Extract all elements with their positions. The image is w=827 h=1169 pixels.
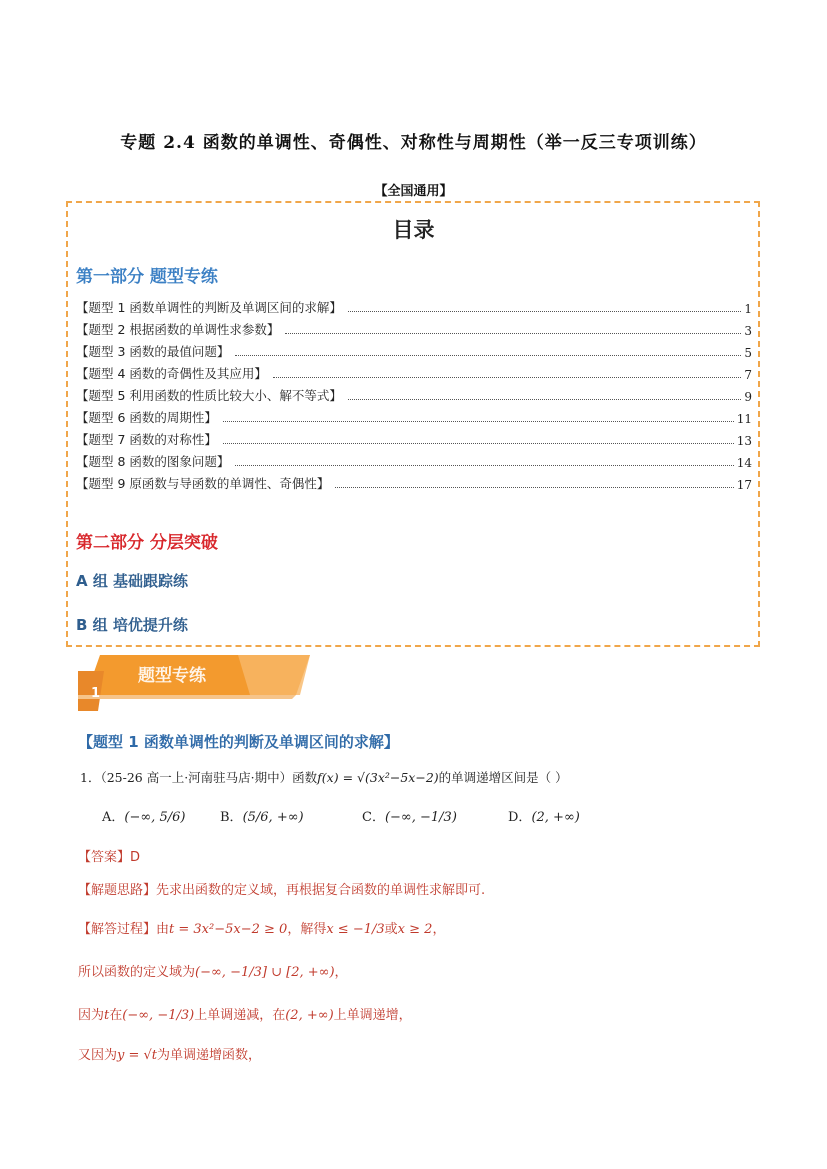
toc-leader bbox=[348, 310, 741, 312]
text-run: 在 bbox=[109, 1008, 123, 1023]
section-heading: 【题型 1 函数单调性的判断及单调区间的求解】 bbox=[78, 733, 399, 751]
toc-item-5[interactable] bbox=[76, 382, 752, 404]
toc-item-page: 14 bbox=[736, 456, 752, 470]
toc-item-page: 5 bbox=[744, 346, 752, 360]
text-run: ，解得 bbox=[287, 922, 327, 937]
toc-item-page: 7 bbox=[744, 368, 752, 382]
option-text: (5/6, +∞) bbox=[242, 810, 304, 825]
answer-line bbox=[78, 846, 140, 865]
toc-heading: 目录 bbox=[392, 218, 435, 242]
toc-item-label: 【题型 7 函数的对称性】 bbox=[76, 432, 217, 447]
toc-item-label: 【题型 6 函数的周期性】 bbox=[76, 410, 217, 425]
option-key: D． bbox=[508, 810, 532, 825]
toc-item-1[interactable] bbox=[76, 294, 752, 316]
math-run: (−∞, −1/3] ∪ [2, +∞) bbox=[195, 965, 335, 980]
part2-title: 第二部分 分层突破 bbox=[76, 533, 218, 553]
toc-item-page: 17 bbox=[736, 478, 752, 492]
question-suffix: 的单调递增区间是（ ） bbox=[438, 770, 568, 785]
toc-item-8[interactable] bbox=[76, 448, 752, 470]
toc-item-4[interactable] bbox=[76, 360, 752, 382]
toc-item-label: 【题型 2 根据函数的单调性求参数】 bbox=[76, 322, 280, 337]
answer-label: 【答案】 bbox=[78, 850, 131, 865]
toc-item-label: 【题型 8 函数的图象问题】 bbox=[76, 454, 230, 469]
toc-leader bbox=[235, 464, 733, 466]
document-subtitle: 【全国通用】 bbox=[374, 184, 453, 199]
option-text: (−∞, −1/3) bbox=[384, 810, 457, 825]
option-text: (−∞, 5/6) bbox=[124, 810, 186, 825]
option-a[interactable] bbox=[102, 806, 185, 825]
question-1 bbox=[80, 768, 568, 786]
group-b-link[interactable]: B 组 培优提升练 bbox=[76, 616, 188, 634]
toc-item-2[interactable] bbox=[76, 316, 752, 338]
math-run: t = 3x²−5x−2 ≥ 0 bbox=[169, 922, 288, 937]
toc-item-label: 【题型 1 函数单调性的判断及单调区间的求解】 bbox=[76, 300, 342, 315]
solution-process-line-3 bbox=[78, 1004, 412, 1023]
toc-item-page: 1 bbox=[744, 302, 752, 316]
document-title: 专题 2.4 函数的单调性、奇偶性、对称性与周期性（举一反三专项训练） bbox=[120, 133, 707, 153]
math-run: (2, +∞) bbox=[285, 1008, 334, 1023]
toc-leader bbox=[235, 354, 741, 356]
answer-value: D bbox=[130, 850, 141, 865]
process-label: 【解答过程】 bbox=[78, 922, 157, 937]
toc-leader bbox=[273, 376, 741, 378]
option-b[interactable] bbox=[220, 806, 304, 825]
toc-item-label: 【题型 4 函数的奇偶性及其应用】 bbox=[76, 366, 267, 381]
idea-text: 先求出函数的定义域，再根据复合函数的单调性求解即可. bbox=[156, 883, 486, 898]
toc-leader bbox=[348, 398, 741, 400]
toc-item-7[interactable] bbox=[76, 426, 752, 448]
text-run: 因为 bbox=[78, 1008, 105, 1023]
toc-leader bbox=[335, 486, 733, 488]
banner-underline bbox=[78, 695, 296, 699]
math-run: x ≥ 2 bbox=[397, 922, 433, 937]
text-run: 又因为 bbox=[78, 1048, 118, 1063]
toc-item-label: 【题型 5 利用函数的性质比较大小、解不等式】 bbox=[76, 388, 342, 403]
toc-item-page: 13 bbox=[736, 434, 752, 448]
question-prefix: 1．（25-26 高一上·河南驻马店·期中）函数 bbox=[80, 770, 318, 785]
banner-label: 题型专练 bbox=[138, 666, 206, 686]
math-run: y = √t bbox=[117, 1048, 158, 1063]
option-key: A． bbox=[102, 810, 125, 825]
toc-leader bbox=[285, 332, 741, 334]
solution-process-line-1 bbox=[78, 918, 445, 937]
group-a-link[interactable]: A 组 基础跟踪练 bbox=[76, 572, 189, 590]
math-run: x ≤ −1/3 bbox=[326, 922, 385, 937]
toc-item-label: 【题型 9 原函数与导函数的单调性、奇偶性】 bbox=[76, 476, 330, 491]
toc-item-page: 9 bbox=[744, 390, 752, 404]
toc-leader bbox=[223, 442, 734, 444]
solution-process-line-2 bbox=[78, 961, 348, 980]
banner-number: 1 bbox=[91, 686, 101, 701]
toc-item-page: 3 bbox=[744, 324, 752, 338]
toc-leader bbox=[223, 420, 734, 422]
text-run: 上单调递减，在 bbox=[194, 1008, 286, 1023]
question-function: f(x) = √(3x²−5x−2) bbox=[317, 770, 439, 785]
solution-idea bbox=[78, 879, 485, 898]
part1-title: 第一部分 题型专练 bbox=[76, 267, 218, 287]
option-c[interactable] bbox=[362, 806, 457, 825]
idea-label: 【解题思路】 bbox=[78, 883, 157, 898]
option-d[interactable] bbox=[508, 806, 580, 825]
toc-item-9[interactable] bbox=[76, 470, 752, 492]
text-run: ， bbox=[432, 922, 446, 937]
banner-highlight-shape bbox=[238, 655, 310, 695]
option-key: B． bbox=[220, 810, 243, 825]
option-text: (2, +∞) bbox=[531, 810, 580, 825]
math-run: (−∞, −1/3) bbox=[122, 1008, 195, 1023]
solution-process-line-4 bbox=[78, 1044, 261, 1063]
text-run: 或 bbox=[384, 922, 398, 937]
text-run: 为单调递增函数， bbox=[157, 1048, 262, 1063]
toc-list bbox=[76, 294, 752, 492]
toc-item-3[interactable] bbox=[76, 338, 752, 360]
toc-item-label: 【题型 3 函数的最值问题】 bbox=[76, 344, 230, 359]
text-run: 所以函数的定义域为 bbox=[78, 965, 196, 980]
toc-item-page: 11 bbox=[736, 412, 752, 426]
math-run: t bbox=[104, 1008, 110, 1023]
option-key: C． bbox=[362, 810, 385, 825]
text-run: 上单调递增， bbox=[333, 1008, 412, 1023]
text-run: 由 bbox=[156, 922, 170, 937]
text-run: ， bbox=[334, 965, 348, 980]
toc-item-6[interactable] bbox=[76, 404, 752, 426]
